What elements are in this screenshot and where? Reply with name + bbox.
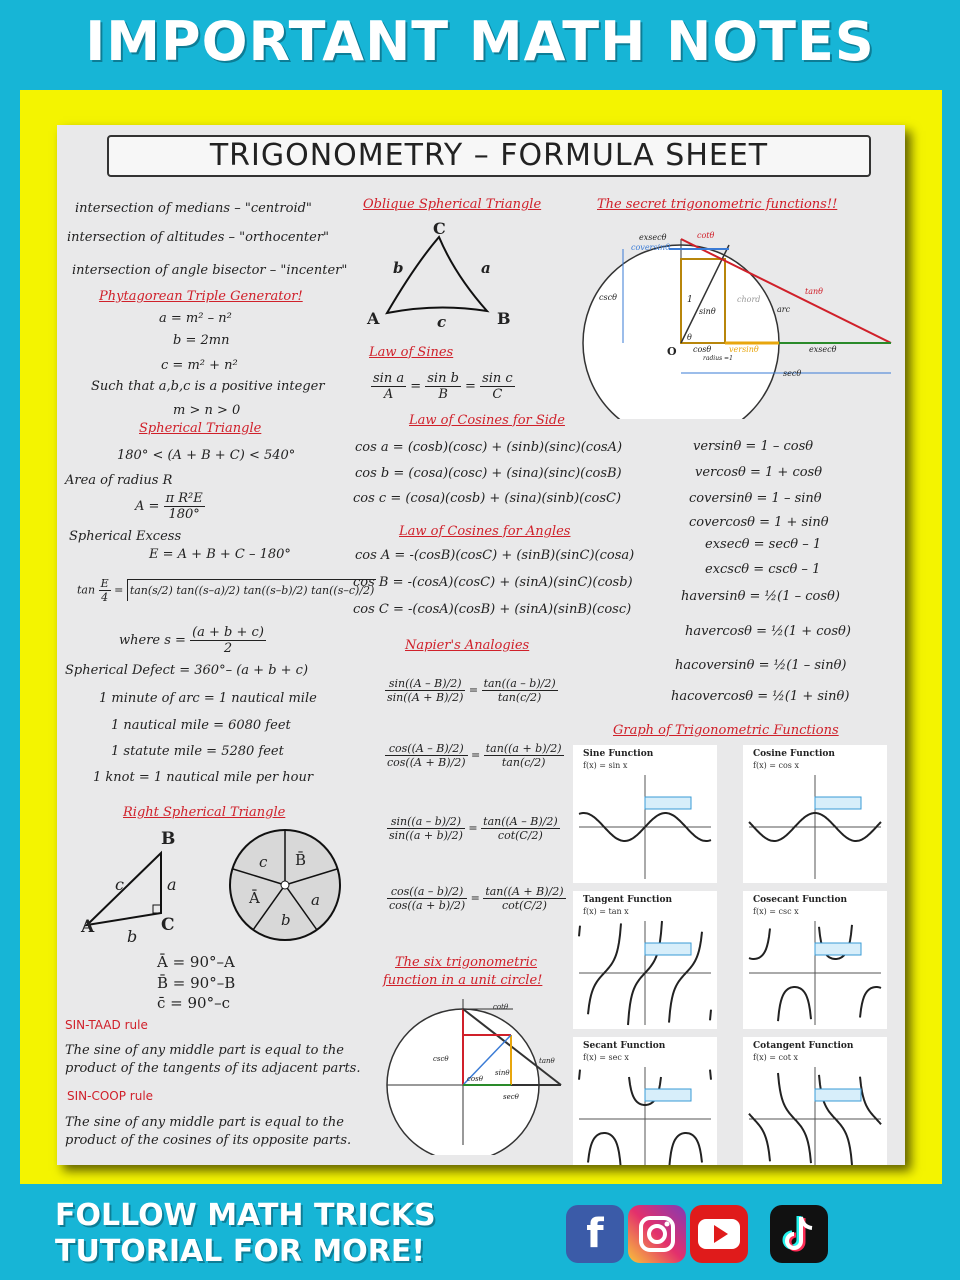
- law-of-sines-heading: Law of Sines: [369, 345, 454, 360]
- tiktok-icon[interactable]: [770, 1205, 828, 1263]
- sintaad-line-2: product of the tangents of its adjacent parts.: [65, 1061, 361, 1076]
- graph-callout-box: [645, 943, 691, 955]
- sd-label-versin: versinθ: [729, 345, 759, 354]
- ob-label-a: a: [481, 259, 491, 277]
- cos-side-1: cos a = (cosb)(cosc) + (sinb)(sinc)(cosA): [355, 440, 623, 455]
- sd-label-theta: θ: [687, 333, 692, 342]
- sincoop-heading: SIN-COOP rule: [67, 1089, 154, 1103]
- uc-label-cot: cotθ: [493, 1003, 509, 1011]
- spherical-range: 180° < (A + B + C) < 540°: [117, 448, 296, 463]
- tri-label-A: A: [81, 917, 95, 937]
- ob-label-B: B: [497, 309, 511, 328]
- graph-formula: f(x) = cos x: [753, 761, 799, 770]
- law-of-sines-formula: $\frac{\text{sin a}}{A}$ = $\frac{\text{sin b}}{B}$ = $\frac{\text{sin c}}{C}$: [373, 371, 513, 402]
- uc-label-csc: cscθ: [433, 1055, 449, 1063]
- sd-label-sin: sinθ: [699, 307, 716, 316]
- pyth-b: b = 2mn: [173, 333, 230, 348]
- sincoop-line-1: The sine of any middle part is equal to the: [65, 1115, 344, 1130]
- sd-label-coversin: coversinθ: [631, 243, 671, 252]
- nautical-note: 1 nautical mile = 6080 feet: [111, 718, 291, 733]
- sincoop-line-2: product of the cosines of its opposite parts.: [65, 1133, 352, 1148]
- formula-sheet: [57, 125, 905, 1165]
- graph-callout-box: [815, 797, 861, 809]
- graph-callout-box: [645, 797, 691, 809]
- secret-functions-heading: The secret trigonometric functions!!: [597, 197, 838, 212]
- cos-side-3: cos c = (cosa)(cosb) + (sina)(sinb)(cosC): [353, 491, 622, 506]
- centroid-note: intersection of medians – "centroid": [75, 201, 312, 216]
- graph-panel-csc: [743, 891, 887, 1029]
- graph-heading: Graph of Trigonometric Functions: [613, 723, 839, 738]
- graph-callout-box: [815, 943, 861, 955]
- graph-panel-sin: [573, 745, 717, 883]
- cos-side-2: cos b = (cosa)(cosc) + (sina)(sinc)(cosB): [355, 466, 622, 481]
- ob-label-b: b: [393, 259, 404, 277]
- instagram-icon[interactable]: [628, 1205, 686, 1263]
- hacoversin-formula: hacoversinθ = ½(1 – sinθ): [675, 658, 847, 673]
- spherical-defect: Spherical Defect = 360°– (a + b + c): [65, 663, 309, 678]
- pie-label-Bbar: B̄: [295, 851, 307, 869]
- ob-label-C: C: [433, 219, 446, 238]
- cos-angle-3: cos C = -(cosA)(cosB) + (sinA)(sinB)(cosc): [353, 602, 632, 617]
- sd-label-cos: cosθ: [693, 345, 712, 354]
- napier-analogy-4: $\frac{\cos((a - b)/2)}{\cos((a + b)/2)}$ = $\frac{\tan((A + B)/2)}{\cot(C/2)}$: [389, 885, 564, 912]
- sd-label-csc: cscθ: [599, 293, 617, 302]
- six-trig-heading-1: The six trigonometric: [395, 955, 538, 970]
- pie-label-Abar: Ā: [249, 889, 260, 907]
- uc-label-sec: secθ: [503, 1093, 519, 1101]
- sheet-title: TRIGONOMETRY – FORMULA SHEET: [107, 135, 871, 177]
- uc-label-sin: sinθ: [495, 1069, 510, 1077]
- pyth-condition: Such that a,b,c is a positive integer: [91, 379, 325, 394]
- pyth-c: c = m² + n²: [161, 358, 238, 373]
- graph-callout-box: [645, 1089, 691, 1101]
- tri-label-a: a: [167, 875, 177, 894]
- six-trig-heading-2: function in a unit circle!: [383, 973, 543, 988]
- sd-label-exsec-2: exsecθ: [809, 345, 837, 354]
- bbar-equation: B̄ = 90°–B: [157, 974, 236, 992]
- statute-note: 1 statute mile = 5280 feet: [111, 744, 284, 759]
- graph-formula: f(x) = cot x: [753, 1053, 799, 1062]
- sd-label-exsec: exsecθ: [639, 233, 667, 242]
- graph-title: Sine Function: [583, 749, 654, 759]
- vercos-formula: vercosθ = 1 + cosθ: [695, 465, 823, 480]
- sd-label-tan: tanθ: [805, 287, 823, 296]
- cos-angle-heading: Law of Cosines for Angles: [399, 524, 571, 539]
- oblique-heading: Oblique Spherical Triangle: [363, 197, 542, 212]
- graph-panel-sec: [573, 1037, 717, 1165]
- graph-panel-cos: [743, 745, 887, 883]
- pyth-mn: m > n > 0: [173, 403, 241, 418]
- youtube-icon[interactable]: [690, 1205, 748, 1263]
- cbar-equation: c̄ = 90°–c: [157, 994, 230, 1012]
- right-spherical-heading: Right Spherical Triangle: [123, 805, 286, 820]
- area-label: Area of radius R: [65, 473, 173, 488]
- sd-label-one: 1: [687, 295, 693, 305]
- footer-text: [55, 1198, 436, 1270]
- pythagorean-heading: Phytagorean Triple Generator!: [99, 289, 303, 304]
- covercos-formula: covercosθ = 1 + sinθ: [689, 515, 829, 530]
- incenter-note: intersection of angle bisector – "incenter": [72, 263, 348, 278]
- graph-formula: f(x) = sin x: [583, 761, 628, 770]
- tri-label-b: b: [127, 927, 138, 946]
- napier-analogy-1: $\frac{\sin((A - B)/2)}{\sin((A + B)/2)}$ = $\frac{\tan((a - b)/2)}{\tan(c/2)}$: [387, 677, 556, 704]
- excess-formula: E = A + B + C – 180°: [149, 547, 291, 562]
- ob-label-A: A: [367, 309, 380, 328]
- graph-formula: f(x) = csc x: [753, 907, 799, 916]
- abar-equation: Ā = 90°–A: [157, 953, 235, 971]
- napier-analogy-2: $\frac{\cos((A - B)/2)}{\cos((A + B)/2)}$ = $\frac{\tan((a + b)/2)}{\tan(c/2)}$: [387, 742, 562, 769]
- graph-title: Cosecant Function: [753, 895, 848, 905]
- graph-panel-tan: [573, 891, 717, 1029]
- graph-panel-cot: [743, 1037, 887, 1165]
- sd-label-chord: chord: [737, 295, 761, 304]
- graph-title: Secant Function: [583, 1041, 666, 1051]
- excess-label: Spherical Excess: [69, 529, 182, 544]
- footer-line-2: TUTORIAL FOR MORE!: [55, 1234, 426, 1269]
- uc-label-cos: cosθ: [467, 1075, 483, 1083]
- footer-line-1: FOLLOW MATH TRICKS: [55, 1198, 436, 1233]
- graph-formula: f(x) = sec x: [583, 1053, 629, 1062]
- coversin-formula: coversinθ = 1 – sinθ: [689, 491, 822, 506]
- sintaad-heading: SIN-TAAD rule: [65, 1018, 148, 1032]
- graph-title: Tangent Function: [583, 895, 672, 905]
- napier-heading: Napier's Analogies: [405, 638, 530, 653]
- page-title: IMPORTANT MATH NOTES: [85, 10, 875, 73]
- cos-side-heading: Law of Cosines for Side: [409, 413, 565, 428]
- tri-label-c: c: [115, 875, 124, 894]
- uc-label-tan: tanθ: [539, 1057, 555, 1065]
- exsec-formula: exsecθ = secθ – 1: [705, 537, 822, 552]
- graph-title: Cotangent Function: [753, 1041, 854, 1051]
- facebook-icon[interactable]: f: [566, 1205, 624, 1263]
- versin-formula: versinθ = 1 – cosθ: [693, 439, 814, 454]
- orthocenter-note: intersection of altitudes – "orthocenter": [67, 230, 330, 245]
- where-s: where s = $\frac{(a + b + c)}{2}$: [119, 625, 264, 656]
- area-formula: A = $\frac{\text{π R²E}}{180^\circ}$: [135, 491, 203, 522]
- spherical-triangle-heading: Spherical Triangle: [139, 421, 262, 436]
- graph-callout-box: [815, 1089, 861, 1101]
- pyth-a: a = m² – n²: [159, 311, 232, 326]
- sd-label-O: O: [667, 345, 677, 358]
- haversin-formula: haversinθ = ½(1 – cosθ): [681, 589, 840, 604]
- cos-angle-1: cos A = -(cosB)(cosC) + (sinB)(sinC)(cosa): [355, 548, 635, 563]
- pie-label-a: a: [311, 891, 320, 909]
- graph-title: Cosine Function: [753, 749, 835, 759]
- havercos-formula: havercosθ = ½(1 + cosθ): [685, 624, 851, 639]
- pie-label-c: c: [259, 853, 268, 871]
- graph-formula: f(x) = tan x: [583, 907, 629, 916]
- pie-label-b: b: [281, 911, 291, 929]
- arc-note: 1 minute of arc = 1 nautical mile: [99, 691, 317, 706]
- napier-analogy-3: $\frac{\sin((a - b)/2)}{\sin((a + b)/2)}$ = $\frac{\tan((A - B)/2)}{\cot(C/2)}$: [389, 815, 558, 842]
- excsc-formula: excscθ = cscθ – 1: [705, 562, 821, 577]
- sd-label-sec: secθ: [783, 369, 802, 378]
- cos-angle-2: cos B = -(cosA)(cosC) + (sinA)(sinC)(cosb): [353, 575, 633, 590]
- tan-formula: tan $\frac{E}{4}$ = tan(s/2) tan((s–a)/2) tan((s–b)/2) tan((s–c)/2): [77, 577, 375, 604]
- knot-note: 1 knot = 1 nautical mile per hour: [93, 770, 314, 785]
- sd-label-cot: cotθ: [697, 231, 715, 240]
- sd-label-radius: radius =1: [703, 355, 733, 362]
- tri-label-C: C: [161, 915, 175, 935]
- sintaad-line-1: The sine of any middle part is equal to the: [65, 1043, 344, 1058]
- sd-label-arc: arc: [777, 305, 791, 314]
- secret-functions-diagram: [569, 219, 899, 419]
- tri-label-B: B: [161, 829, 176, 849]
- hacovercos-formula: hacovercosθ = ½(1 + sinθ): [671, 689, 850, 704]
- ob-label-c: c: [437, 313, 447, 331]
